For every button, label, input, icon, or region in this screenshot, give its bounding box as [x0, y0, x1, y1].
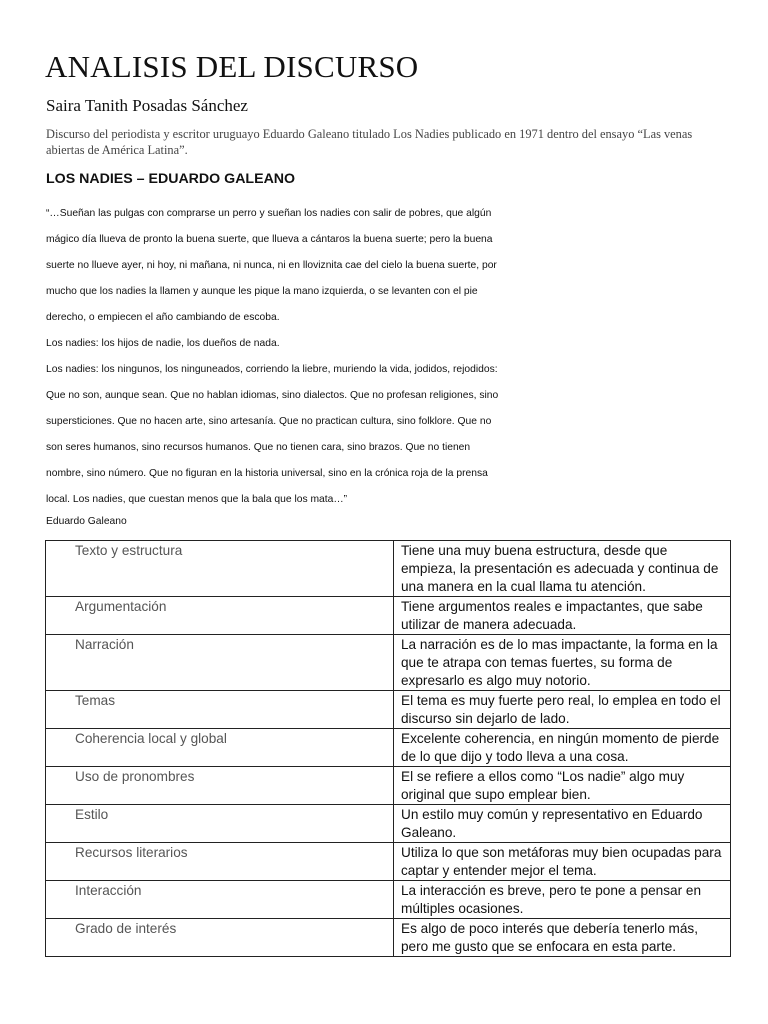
- table-row: [46, 635, 731, 691]
- evaluation-cell: La narración es de lo mas impactante, la forma en la que te atrapa con temas fuertes, su forma de expresarlo es algo muy notorio.: [394, 635, 731, 691]
- quote-attribution: Eduardo Galeano: [46, 516, 127, 527]
- quote-line: mágico día llueva de pronto la buena suerte, que llueva a cántaros la buena suerte; pero la buena: [46, 234, 493, 245]
- table-row: [46, 805, 731, 843]
- criterion-cell: Narración: [46, 635, 394, 691]
- criterion-cell: Argumentación: [46, 597, 394, 635]
- evaluation-cell: Un estilo muy común y representativo en Eduardo Galeano.: [394, 805, 731, 843]
- table-row: [46, 691, 731, 729]
- intro-paragraph: Discurso del periodista y escritor uruguayo Eduardo Galeano titulado Los Nadies publicado en 1971 dentro del ensayo “Las venas abiertas de América Latina”.: [46, 127, 693, 157]
- section-heading: LOS NADIES – EDUARDO GALEANO: [46, 171, 296, 187]
- evaluation-cell: La interacción es breve, pero te pone a pensar en múltiples ocasiones.: [394, 881, 731, 919]
- analysis-table: [45, 540, 731, 957]
- criterion-cell: Uso de pronombres: [46, 767, 394, 805]
- criterion-cell: Interacción: [46, 881, 394, 919]
- quote-line: Los nadies: los ningunos, los ninguneados, corriendo la liebre, muriendo la vida, jodidos, rejodidos:: [46, 364, 498, 375]
- quote-line: nombre, sino número. Que no figuran en la historia universal, sino en la crónica roja de la prensa: [46, 468, 488, 479]
- quote-line: mucho que los nadies la llamen y aunque les pique la mano izquierda, o se levanten con el pie: [46, 286, 478, 297]
- quote-line: son seres humanos, sino recursos humanos. Que no tienen cara, sino brazos. Que no tienen: [46, 442, 471, 453]
- quote-line: supersticiones. Que no hacen arte, sino artesanía. Que no practican cultura, sino folklore. Que no: [46, 416, 492, 427]
- criterion-cell: Texto y estructura: [46, 541, 394, 597]
- table-row: [46, 919, 731, 957]
- evaluation-cell: El se refiere a ellos como “Los nadie” algo muy original que supo emplear bien.: [394, 767, 731, 805]
- table-row: [46, 767, 731, 805]
- quote-line: derecho, o empiecen el año cambiando de escoba.: [46, 312, 280, 323]
- criterion-cell: Estilo: [46, 805, 394, 843]
- evaluation-cell: Tiene una muy buena estructura, desde que empieza, la presentación es adecuada y continua de una manera en la cual llama tu atención.: [394, 541, 731, 597]
- quote-line: suerte no llueve ayer, ni hoy, ni mañana, ni nunca, ni en lloviznita cae del cielo la buena suerte, por: [46, 260, 497, 271]
- criterion-cell: Temas: [46, 691, 394, 729]
- evaluation-cell: El tema es muy fuerte pero real, lo emplea en todo el discurso sin dejarlo de lado.: [394, 691, 731, 729]
- table-row: [46, 597, 731, 635]
- page-title: ANALISIS DEL DISCURSO: [45, 49, 419, 84]
- evaluation-cell: Es algo de poco interés que debería tenerlo más, pero me gusto que se enfocara en esta parte.: [394, 919, 731, 957]
- table-row: [46, 541, 731, 597]
- quoted-text: [46, 201, 746, 513]
- evaluation-cell: Excelente coherencia, en ningún momento de pierde de lo que dijo y todo lleva a una cosa.: [394, 729, 731, 767]
- quote-line: Que no son, aunque sean. Que no hablan idiomas, sino dialectos. Que no profesan religiones, sino: [46, 390, 499, 401]
- quote-line: Los nadies: los hijos de nadie, los dueños de nada.: [46, 338, 280, 349]
- criterion-cell: Grado de interés: [46, 919, 394, 957]
- author-name: Saira Tanith Posadas Sánchez: [46, 96, 248, 115]
- criterion-cell: Recursos literarios: [46, 843, 394, 881]
- evaluation-cell: Utiliza lo que son metáforas muy bien ocupadas para captar y entender mejor el tema.: [394, 843, 731, 881]
- table-row: [46, 843, 731, 881]
- criterion-cell: Coherencia local y global: [46, 729, 394, 767]
- quote-line: local. Los nadies, que cuestan menos que la bala que los mata…”: [46, 494, 348, 505]
- quote-line: “…Sueñan las pulgas con comprarse un perro y sueñan los nadies con salir de pobres, que algún: [46, 208, 492, 219]
- evaluation-cell: Tiene argumentos reales e impactantes, que sabe utilizar de manera adecuada.: [394, 597, 731, 635]
- table-row: [46, 881, 731, 919]
- table-row: [46, 729, 731, 767]
